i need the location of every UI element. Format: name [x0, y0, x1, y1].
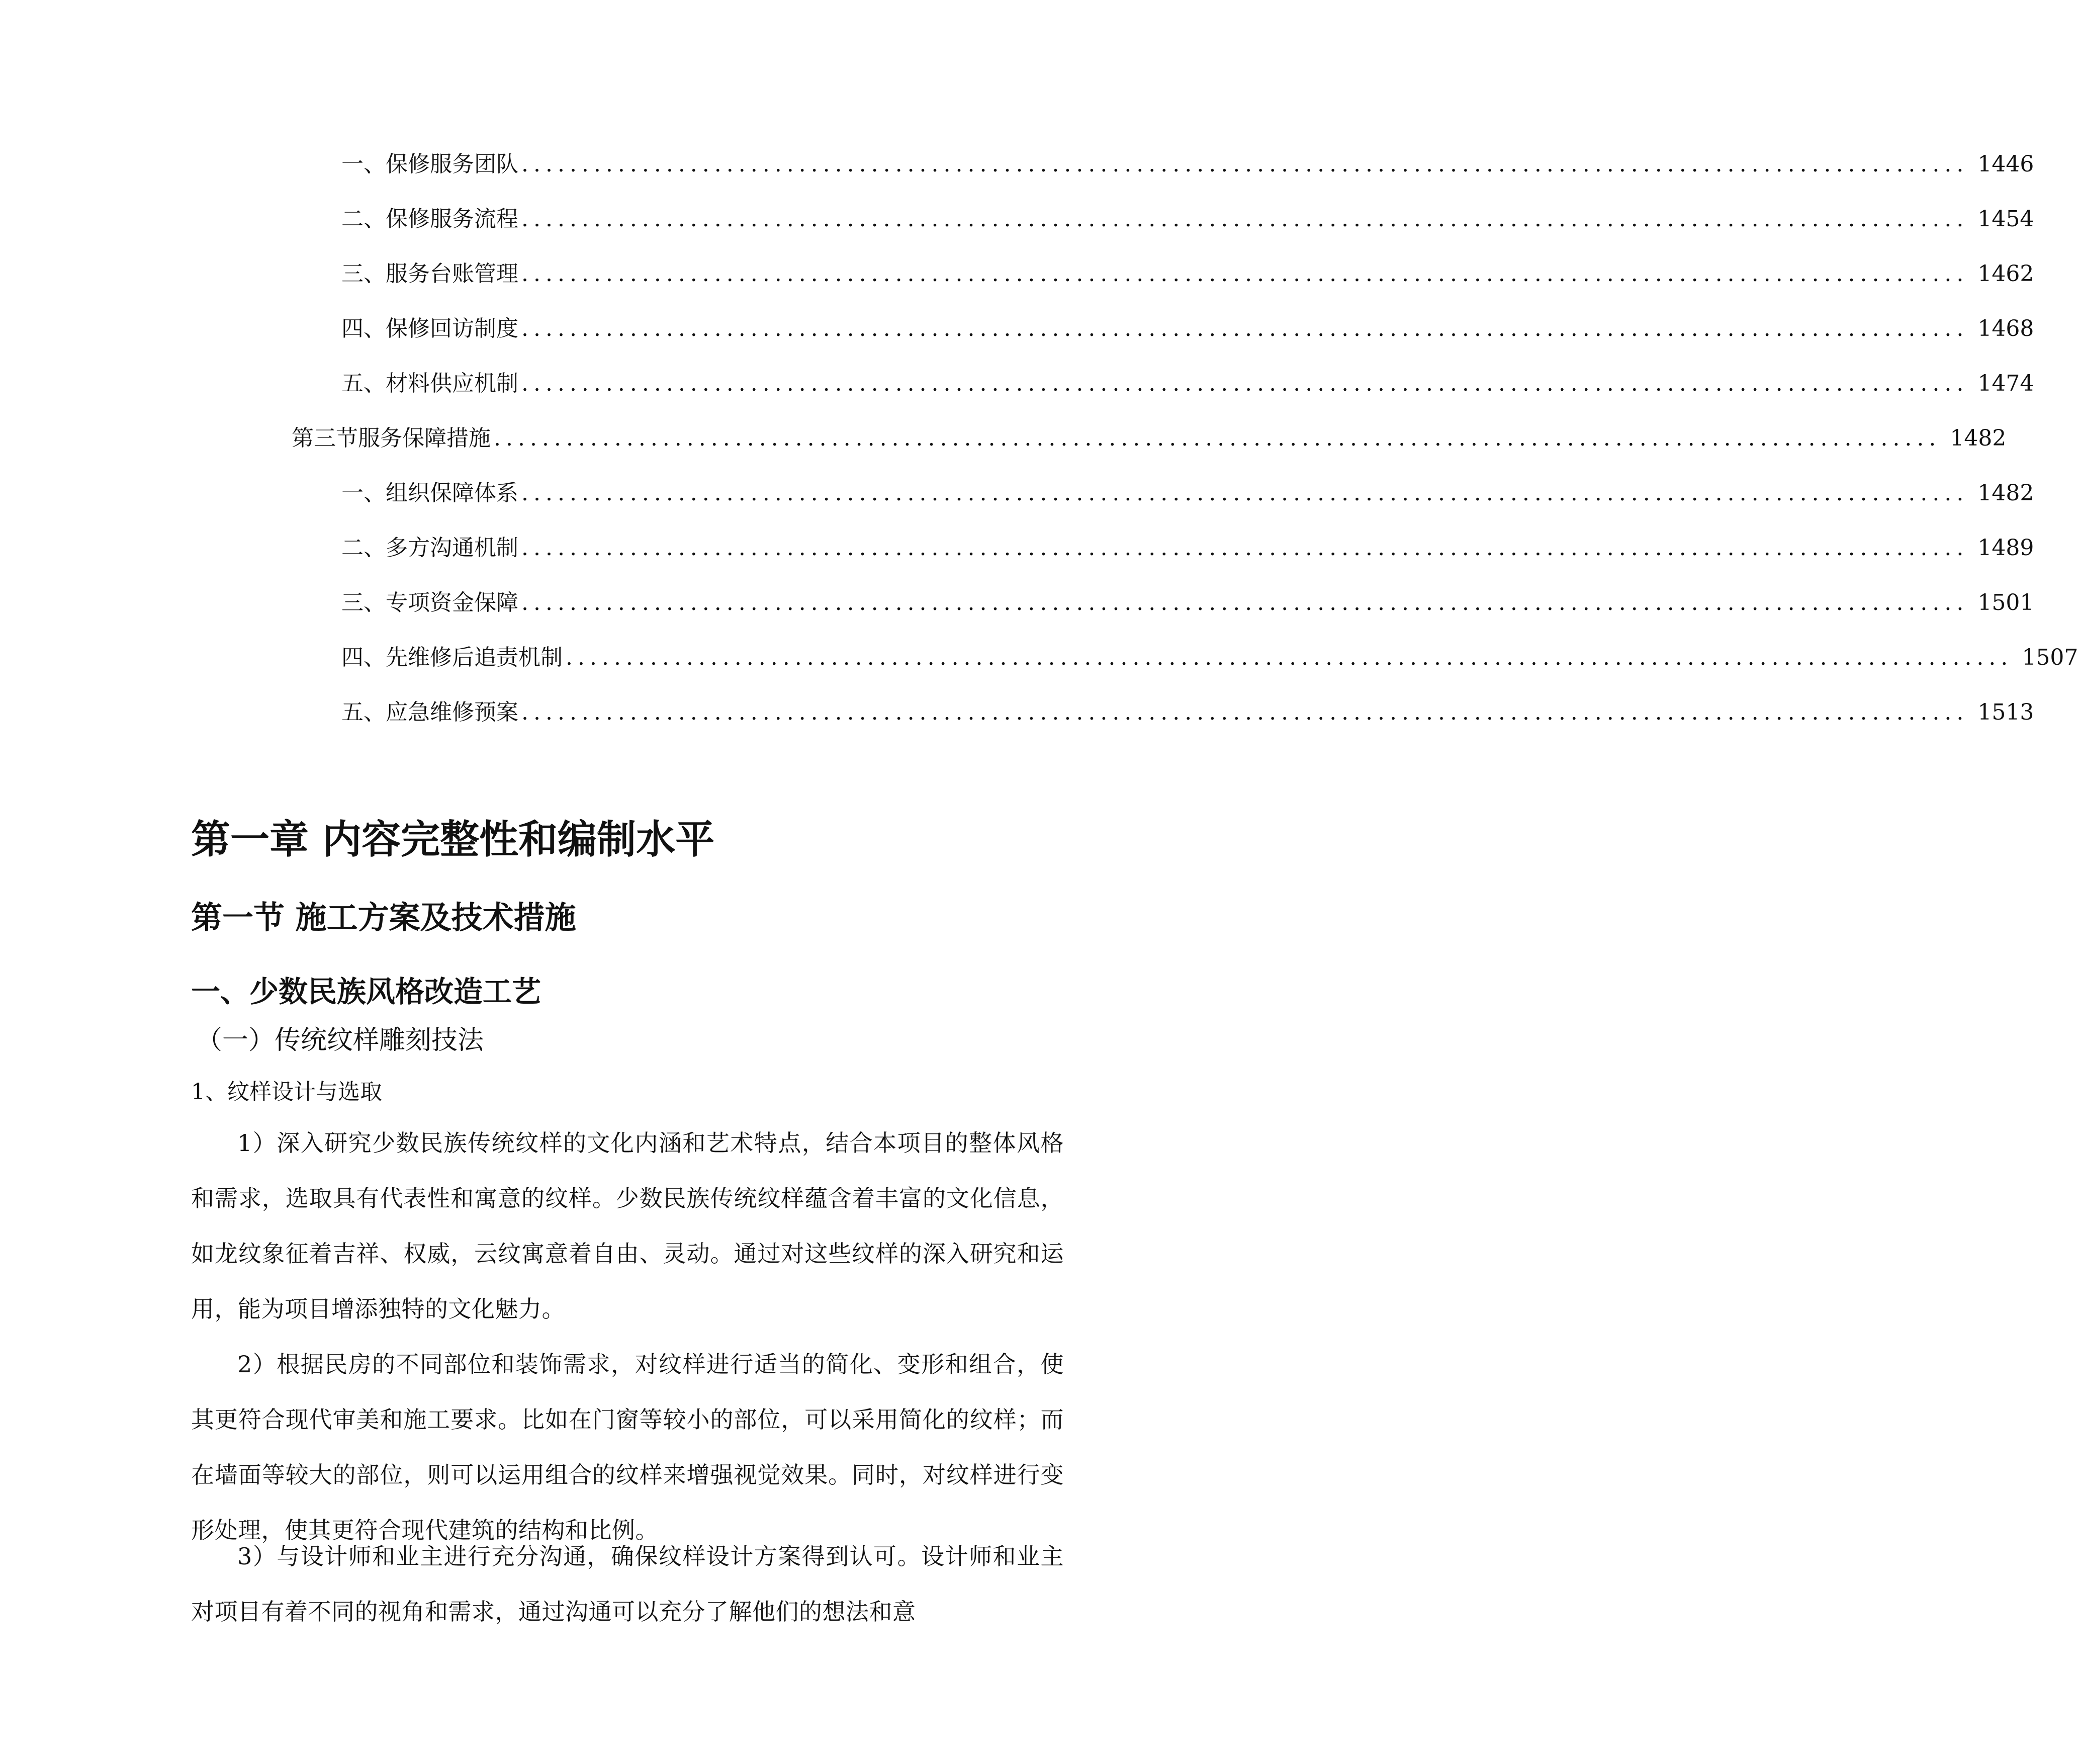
- subsection-heading: 一、少数民族风格改造工艺: [191, 975, 541, 1009]
- toc-leader-dots: ........................................................................................................................: [521, 371, 1969, 396]
- body-paragraph: 3）与设计师和业主进行充分沟通，确保纹样设计方案得到认可。设计师和业主对项目有着不同的视角和需求，通过沟通可以充分了解他们的想法和意: [191, 1543, 1064, 1625]
- toc-entry[interactable]: [341, 311, 2034, 346]
- toc-entry-title: 保修服务团队: [386, 151, 518, 177]
- toc-entry-number: 三、: [341, 261, 386, 287]
- toc-entry[interactable]: [341, 256, 2034, 292]
- body-paragraph: 1）深入研究少数民族传统纹样的文化内涵和艺术特点，结合本项目的整体风格和需求，选取具有代表性和寓意的纹样。少数民族传统纹样蕴含着丰富的文化信息，如龙纹象征着吉祥、权威，云纹寓意着自由、灵动。通过对这些纹样的深入研究和运用，能为项目增添独特的文化魅力。: [191, 1129, 1064, 1322]
- body-paragraph: 2）根据民房的不同部位和装饰需求，对纹样进行适当的简化、变形和组合，使其更符合现代审美和施工要求。比如在门窗等较小的部位，可以采用简化的纹样；而在墙面等较大的部位，则可以运用组合的纹样来增强视觉效果。同时，对纹样进行变形处理，使其更符合现代建筑的结构和比例。: [191, 1351, 1064, 1544]
- toc-entry-title: 先维修后追责机制: [386, 645, 563, 670]
- toc-leader-dots: ........................................................................................................................: [521, 480, 1969, 506]
- chapter-heading: 第一章 内容完整性和编制水平: [191, 817, 715, 862]
- toc-entry[interactable]: [341, 531, 2034, 566]
- toc-entry-title: 多方沟通机制: [386, 535, 518, 561]
- toc-entry[interactable]: [341, 147, 2034, 182]
- toc-entry-title: 应急维修预案: [386, 699, 518, 725]
- toc-entry-title: 组织保障体系: [386, 480, 518, 506]
- toc-entry-title: 材料供应机制: [386, 371, 518, 396]
- toc-entry-page: 1454: [1977, 206, 2034, 232]
- toc-entry-number: 五、: [341, 371, 386, 396]
- subsubsection-heading: （一）传统纹样雕刻技法: [196, 1025, 484, 1055]
- toc-entry-page: 1489: [1977, 535, 2034, 561]
- toc-entry-page: 1513: [1977, 699, 2034, 725]
- toc-leader-dots: ........................................................................................................................: [521, 261, 1969, 287]
- item-heading: 1、纹样设计与选取: [191, 1079, 382, 1105]
- toc-entry-title: 服务台账管理: [386, 261, 518, 287]
- toc-leader-dots: ........................................................................................................................: [521, 316, 1969, 341]
- toc-leader-dots: ........................................................................................................................: [521, 590, 1969, 615]
- toc-entry-page: 1468: [1977, 316, 2034, 341]
- toc-entry[interactable]: [341, 476, 2034, 511]
- toc-entry-title: 服务保障措施: [358, 425, 491, 451]
- section-heading: 第一节 施工方案及技术措施: [191, 899, 576, 936]
- toc-entry[interactable]: [341, 640, 2078, 675]
- toc-entry-page: 1482: [1977, 480, 2034, 506]
- toc-entry-title: 保修回访制度: [386, 316, 518, 341]
- toc-entry-number: 一、: [341, 151, 386, 177]
- toc-entry[interactable]: [341, 695, 2034, 730]
- toc-entry-page: 1462: [1977, 261, 2034, 287]
- toc-entry-number: 四、: [341, 645, 386, 670]
- toc-entry-page: 1501: [1977, 590, 2034, 615]
- toc-entry-number: 一、: [341, 480, 386, 506]
- toc-entry-page: 1474: [1977, 371, 2034, 396]
- toc-leader-dots: ........................................................................................................................: [566, 645, 2013, 670]
- toc-leader-dots: ........................................................................................................................: [521, 699, 1969, 725]
- toc-entry-page: 1507: [2022, 645, 2078, 670]
- toc-entry-number: 四、: [341, 316, 386, 341]
- toc-entry-title: 保修服务流程: [386, 206, 518, 232]
- toc-leader-dots: ........................................................................................................................: [494, 425, 1941, 451]
- toc-entry-number: 二、: [341, 206, 386, 232]
- toc-entry-number: 三、: [341, 590, 386, 615]
- toc-entry-section[interactable]: [292, 421, 2007, 456]
- toc-leader-dots: ........................................................................................................................: [521, 151, 1969, 177]
- toc-entry-number: 五、: [341, 699, 386, 725]
- toc-entry[interactable]: [341, 585, 2034, 621]
- toc-entry-page: 1446: [1977, 151, 2034, 177]
- toc-leader-dots: ........................................................................................................................: [521, 206, 1969, 232]
- toc-entry[interactable]: [341, 202, 2034, 237]
- toc-leader-dots: ........................................................................................................................: [521, 535, 1969, 561]
- toc-entry-title: 专项资金保障: [386, 590, 518, 615]
- toc-entry-number: 二、: [341, 535, 386, 561]
- toc-entry-page: 1482: [1950, 425, 2007, 451]
- toc-entry-number: 第三节: [292, 425, 358, 451]
- toc-entry[interactable]: [341, 366, 2034, 401]
